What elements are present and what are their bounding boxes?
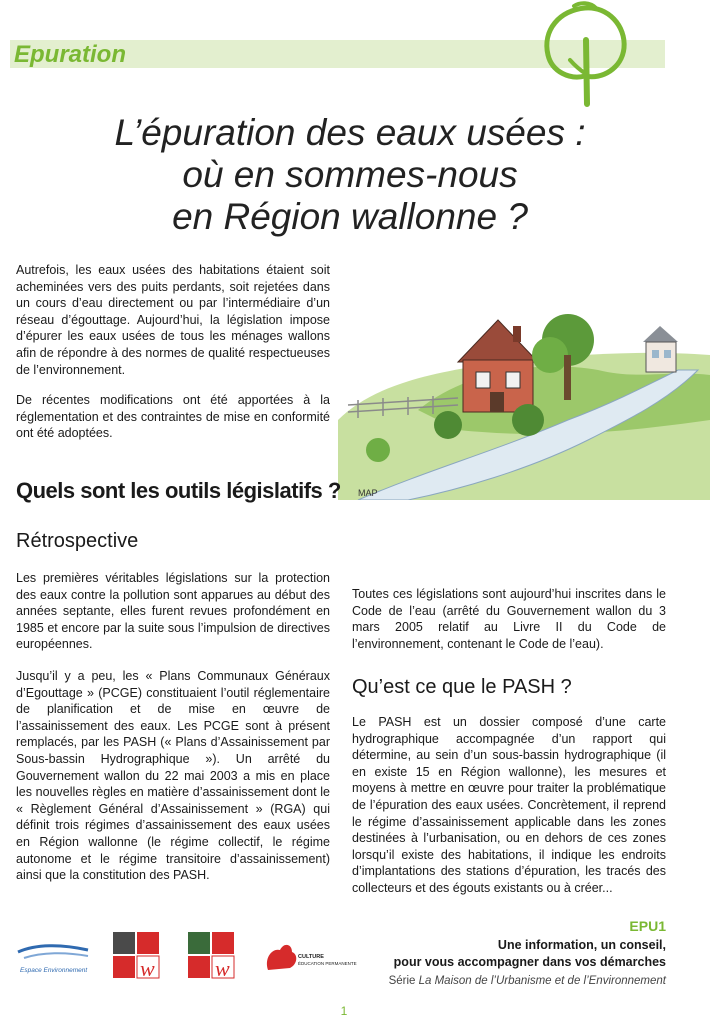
tree-logo-icon xyxy=(530,0,640,110)
intro-paragraph-1: Autrefois, les eaux usées des habitations étaient soit acheminées vers des puits perdants, soit rejetées dans un cours d’eau directement ou par l’intermédiaire d’un réseau d’égouttage. Aujourd’hui, la législation impose d’épurer les eaux usées de tous les ménages wallons afin de répondre à des normes de qualité respectueuses de l’environnement. xyxy=(16,263,330,377)
series-prefix: Série xyxy=(388,975,419,987)
partner-logos xyxy=(16,930,366,980)
culture-rooster-logo xyxy=(267,945,357,970)
illustration-signature: MAP xyxy=(358,488,378,498)
wallonie-logo-2 xyxy=(188,932,234,980)
page-number: 1 xyxy=(340,1004,348,1018)
title-line-2: où en sommes-nous xyxy=(182,154,518,195)
retrospective-paragraph-2: Jusqu’il y a peu, les « Plans Communaux Généraux d’Egouttage » (PCGE) constituaient l’outil réglementaire de planification et de mise en œuvre de l’assainissement des eaux. Les PCGE sont à présent remplacés, par les PASH (« Plans d’Assainissement par Sous-bassin Hydrographique »). Un arrêté du Gouvernement wallon du 22 mai 2003 a mis en place les nouvelles règles en matière d’assainissement dont le « Règlement Général d’Assainissement » (RGA) qui définit trois régimes d’assainissement des eaux usées en Région wallonne (le régime collectif, le régime autonome et le régime transitoire d’assainissement) ainsi que la constitution des PASH. xyxy=(16,669,330,883)
section-heading: Quels sont les outils législatifs ? xyxy=(16,478,341,503)
education-text: ÉDUCATION PERMANENTE xyxy=(298,961,357,966)
intro-paragraph-2: De récentes modifications ont été apportées à la réglementation et des contraintes de mise en conformité ont été adoptées. xyxy=(16,393,330,441)
espace-environnement-logo xyxy=(18,946,88,974)
section-label: Epuration xyxy=(14,41,126,68)
retrospective-paragraph-1: Les premières véritables législations sur la protection des eaux contre la pollution sont apparues au début des années septante, elles furent revues profondément en 1985 et encore par la suite sous l’impulsion de directives européennes. xyxy=(16,571,330,652)
subheading-retrospective: Rétrospective xyxy=(16,530,139,552)
pash-paragraph: Le PASH est un dossier composé d’une carte hydrographique accompagnée d’un rapport qui détermine, au sein d’un sous-bassin hydrographique (il en existe 15 en Région wallonne), les mesures et moyens à mettre en œuvre pour traiter la problématique de l’épuration des eaux usées. Concrètement, il reprend le régime d’assainissement applicable dans les zones destinées à l’urbanisation, ou en dehors de ces zones lorsqu’il existe des habitations, il indique les endroits d’implantations des stations d’épuration, les tracés des collecteurs et des égouts existants ou à créer... xyxy=(352,715,666,895)
info-line-2: pour vous accompagner dans vos démarches xyxy=(393,955,666,969)
document-code: EPU1 xyxy=(629,918,666,934)
house-river-illustration xyxy=(338,300,710,500)
svg-text:w: w xyxy=(140,956,155,980)
title-line-1: L’épuration des eaux usées : xyxy=(114,112,586,153)
series-title: La Maison de l’Urbanisme et de l’Environnement xyxy=(418,975,666,987)
page-title xyxy=(60,112,640,238)
subheading-pash: Qu’est ce que le PASH ? xyxy=(352,676,572,698)
culture-text: CULTURE xyxy=(298,954,324,960)
wallonie-logo-1 xyxy=(113,932,159,980)
series-credit xyxy=(389,975,666,987)
info-line-1: Une information, un conseil, xyxy=(497,938,666,952)
espace-environnement-text: Espace Environnement xyxy=(20,967,88,974)
code-eau-paragraph: Toutes ces législations sont aujourd’hui inscrites dans le Code de l’eau (arrêté du Gouvernement wallon du 3 mars 2005 relatif au Livre II du Code de l’environnement, contenant le Code de l’eau). xyxy=(352,587,666,651)
title-line-3: en Région wallonne ? xyxy=(172,196,528,237)
svg-text:w: w xyxy=(215,956,230,980)
